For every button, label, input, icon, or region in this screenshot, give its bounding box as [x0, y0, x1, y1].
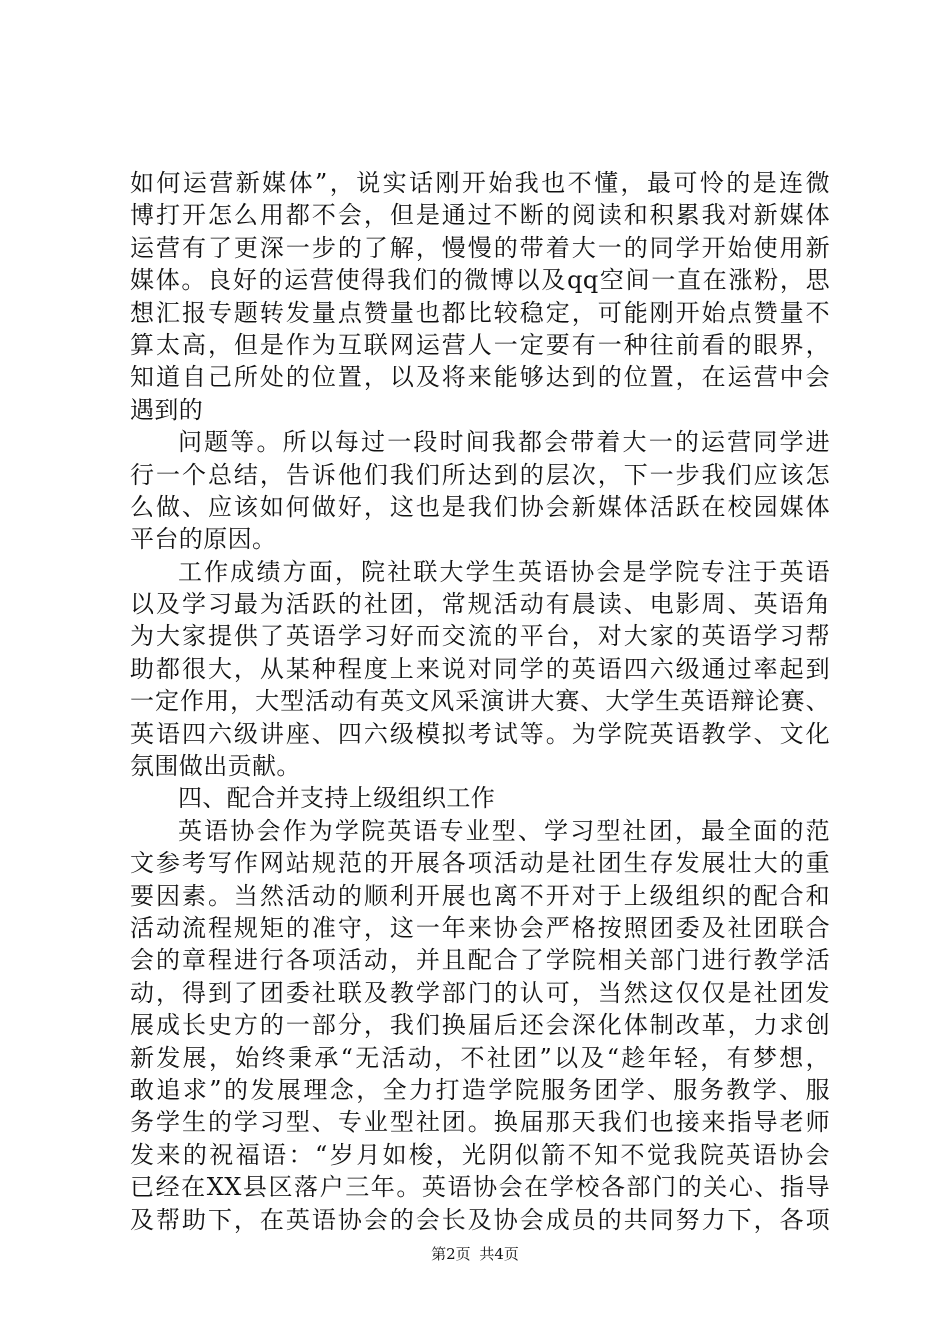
text-line: 以及学习最为活跃的社团，常规活动有晨读、电影周、英语角	[130, 590, 830, 619]
page-footer	[0, 1244, 950, 1264]
text-line: 助都很大，从某种程度上来说对同学的英语四六级通过率起到	[130, 654, 830, 683]
page-total: 共4页	[479, 1245, 519, 1263]
text-line: 运营有了更深一步的了解，慢慢的带着大一的同学开始使用新	[130, 233, 830, 262]
text-line: 动，得到了团委社联及教学部门的认可，当然这仅仅是社团发	[130, 978, 830, 1007]
text-line: 平台的原因。	[130, 525, 277, 554]
page-number: 第2页	[431, 1245, 471, 1263]
text-line: 要因素。当然活动的顺利开展也离不开对于上级组织的配合和	[130, 881, 830, 910]
text-line: 会的章程进行各项活动，并且配合了学院相关部门进行教学活	[130, 946, 830, 975]
text-line: 发来的祝福语：“岁月如梭，光阴似箭不知不觉我院英语协会	[130, 1140, 830, 1169]
text-line: 新发展，始终秉承“无活动，不社团”以及“趁年轻，有梦想，	[130, 1043, 830, 1072]
text-line: 英语四六级讲座、四六级模拟考试等。为学院英语教学、文化	[130, 719, 830, 748]
paragraph-first-line: 问题等。所以每过一段时间我都会带着大一的运营同学进	[178, 428, 830, 457]
text-line: 遇到的	[130, 395, 204, 424]
text-line: 展成长史方的一部分，我们换届后还会深化体制改革，力求创	[130, 1011, 830, 1040]
text-line: 一定作用，大型活动有英文风采演讲大赛、大学生英语辩论赛、	[130, 687, 830, 716]
text-line: 知道自己所处的位置，以及将来能够达到的位置，在运营中会	[130, 363, 830, 392]
paragraph-first-line: 工作成绩方面，院社联大学生英语协会是学院专注于英语	[178, 557, 830, 586]
text-line: 么做、应该如何做好，这也是我们协会新媒体活跃在校园媒体	[130, 492, 830, 521]
text-line: 敢追求”的发展理念，全力打造学院服务团学、服务教学、服	[130, 1075, 830, 1104]
text-line: 及帮助下，在英语协会的会长及协会成员的共同努力下，各项	[130, 1205, 830, 1234]
paragraph-first-line: 英语协会作为学院英语专业型、学习型社团，最全面的范	[178, 816, 830, 845]
text-line: 为大家提供了英语学习好而交流的平台，对大家的英语学习帮	[130, 622, 830, 651]
text-line: 务学生的学习型、专业型社团。换届那天我们也接来指导老师	[130, 1108, 830, 1137]
document-body	[130, 167, 830, 1236]
text-line: 行一个总结，告诉他们我们所达到的层次，下一步我们应该怎	[130, 460, 830, 489]
text-line: 博打开怎么用都不会，但是通过不断的阅读和积累我对新媒体	[130, 201, 830, 230]
section-heading: 四、配合并支持上级组织工作	[178, 784, 496, 813]
text-line: 文参考写作网站规范的开展各项活动是社团生存发展壮大的重	[130, 849, 830, 878]
text-line: 活动流程规矩的准守，这一年来协会严格按照团委及社团联合	[130, 913, 830, 942]
text-line: 媒体。良好的运营使得我们的微博以及qq空间一直在涨粉，思	[130, 266, 830, 295]
text-line: 想汇报专题转发量点赞量也都比较稳定，可能刚开始点赞量不	[130, 298, 830, 327]
text-line: 算太高，但是作为互联网运营人一定要有一种往前看的眼界，	[130, 330, 830, 359]
text-line: 氛围做出贡献。	[130, 752, 301, 781]
text-line: 已经在XX县区落户三年。英语协会在学校各部门的关心、指导	[130, 1173, 830, 1202]
text-line: 如何运营新媒体”，说实话刚开始我也不懂，最可怜的是连微	[130, 169, 830, 197]
